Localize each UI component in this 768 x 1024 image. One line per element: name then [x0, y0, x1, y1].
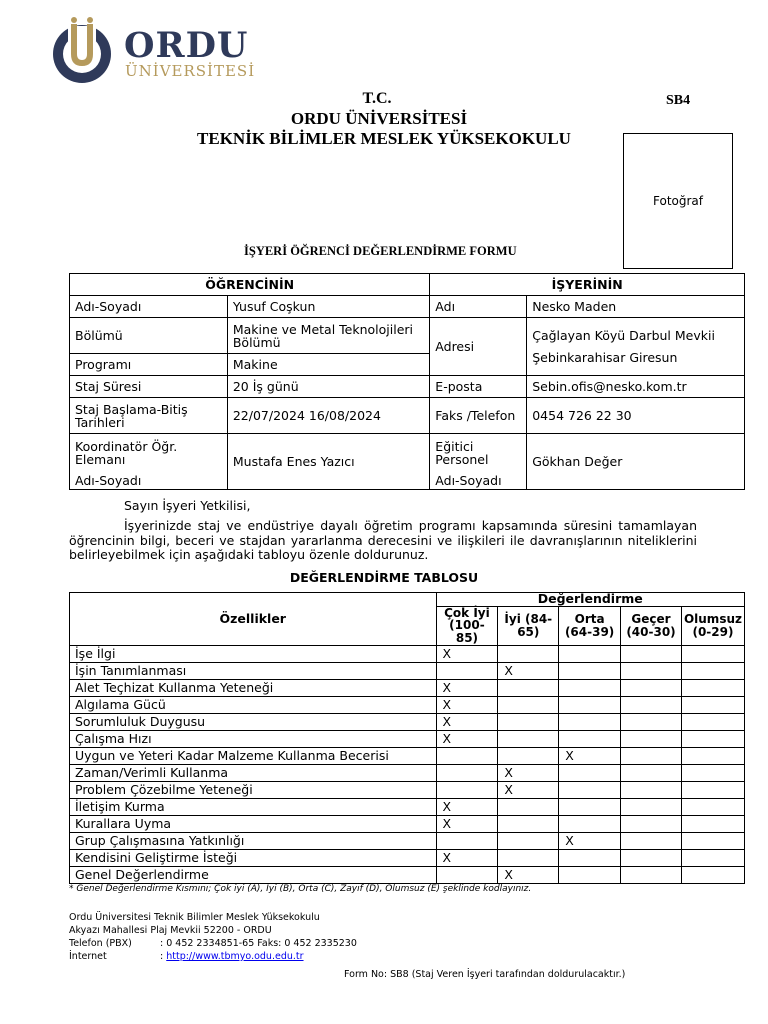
evaluation-row-label: Kendisini Geliştirme İsteği [70, 849, 437, 866]
evaluation-row [70, 798, 745, 815]
trainer-value: Gökhan Değer [527, 434, 745, 490]
letter-body: İşyerinizde staj ve endüstriye dayalı öğretim programı kapsamında süresini tamamlayan öğrencinin bilgi, beceri ve stajdan yararlanma derecesini ve ilişkileri ile davranışlarının niteliklerini belirleyebilmek için aşağıdaki tabloyu özenle doldurunuz. [69, 518, 697, 562]
internet-label: İnternet [69, 951, 107, 962]
evaluation-row-label: Kurallara Uyma [70, 815, 437, 832]
header-university: ORDU ÜNİVERSİTESİ [290, 109, 468, 128]
evaluation-mark-cell [498, 747, 559, 764]
evaluation-mark-cell: X [436, 730, 498, 747]
evaluation-mark-cell: X [559, 832, 621, 849]
evaluation-mark-cell [498, 730, 559, 747]
evaluation-row-label: Sorumluluk Duygusu [70, 713, 437, 730]
evaluation-mark-cell [559, 781, 621, 798]
trainer-label-1: Eğitici Personel [435, 439, 489, 467]
evaluation-mark-cell [681, 815, 744, 832]
evaluation-mark-cell [681, 730, 744, 747]
evaluation-row [70, 747, 745, 764]
evaluation-mark-cell [681, 679, 744, 696]
department-value: Makine ve Metal Teknolojileri Bölümü [227, 318, 429, 354]
employer-name-label: Adı [430, 296, 527, 318]
evaluation-mark-cell: X [498, 662, 559, 679]
features-header: Özellikler [70, 593, 437, 646]
evaluation-mark-cell [681, 662, 744, 679]
evaluation-mark-cell [498, 645, 559, 662]
email-label: E-posta [430, 376, 527, 398]
evaluation-mark-cell [559, 662, 621, 679]
evaluation-mark-cell [498, 815, 559, 832]
evaluation-row-label: Uygun ve Yeteri Kadar Malzeme Kullanma Becerisi [70, 747, 437, 764]
coordinator-label-2: Adı-Soyadı [75, 473, 142, 488]
header-tc: T.C. [362, 90, 392, 107]
student-header: ÖĞRENCİNİN [70, 274, 430, 296]
employer-header: İŞYERİNİN [430, 274, 745, 296]
email-value: Sebin.ofis@nesko.kom.tr [527, 376, 745, 398]
footer-internet [69, 950, 357, 963]
address-line-1: Çağlayan Köyü Darbul Mevkii [532, 327, 715, 343]
evaluation-mark-cell: X [436, 645, 498, 662]
evaluation-mark-cell [681, 764, 744, 781]
coordinator-label-1: Koordinatör Öğr. Elemanı [75, 439, 178, 467]
evaluation-mark-cell: X [436, 849, 498, 866]
evaluation-mark-cell [559, 645, 621, 662]
program-value: Makine [227, 354, 429, 376]
evaluation-mark-cell [681, 747, 744, 764]
evaluation-row-label: Problem Çözebilme Yeteneği [70, 781, 437, 798]
evaluation-mark-cell [681, 832, 744, 849]
evaluation-mark-cell [681, 696, 744, 713]
evaluation-mark-cell [621, 730, 682, 747]
evaluation-row [70, 713, 745, 730]
evaluation-mark-cell [498, 849, 559, 866]
form-number: Form No: SB8 (Staj Veren İşyeri tarafından doldurulacaktır.) [344, 969, 626, 980]
col-cok-iyi: Çok İyi (100-85) [436, 606, 498, 645]
evaluation-mark-cell [559, 798, 621, 815]
evaluation-mark-cell [498, 679, 559, 696]
header-school: TEKNİK BİLİMLER MESLEK YÜKSEKOKULU [197, 129, 571, 148]
trainer-label [430, 434, 527, 490]
evaluation-mark-cell [436, 832, 498, 849]
evaluation-mark-cell [681, 645, 744, 662]
internet-separator: : [160, 951, 167, 962]
duration-label: Staj Süresi [70, 376, 228, 398]
evaluation-mark-cell [621, 866, 682, 883]
col-orta: Orta (64-39) [559, 606, 621, 645]
evaluation-mark-cell [559, 713, 621, 730]
evaluation-mark-cell: X [436, 815, 498, 832]
department-label: Bölümü [70, 318, 228, 354]
evaluation-row-label: İşe İlgi [70, 645, 437, 662]
evaluation-row [70, 781, 745, 798]
evaluation-mark-cell [621, 849, 682, 866]
evaluation-mark-cell [621, 832, 682, 849]
form-title: İŞYERİ ÖĞRENCİ DEĞERLENDİRME FORMU [244, 244, 517, 258]
evaluation-mark-cell [621, 815, 682, 832]
evaluation-row [70, 866, 745, 883]
evaluation-row [70, 730, 745, 747]
evaluation-mark-cell: X [436, 713, 498, 730]
evaluation-mark-cell [559, 815, 621, 832]
evaluation-mark-cell [621, 713, 682, 730]
trainer-label-2: Adı-Soyadı [435, 473, 502, 488]
evaluation-mark-cell [559, 679, 621, 696]
evaluation-mark-cell [498, 832, 559, 849]
name-label: Adı-Soyadı [70, 296, 228, 318]
evaluation-row [70, 696, 745, 713]
evaluation-mark-cell: X [436, 679, 498, 696]
evaluation-row [70, 764, 745, 781]
footer-address [69, 911, 357, 963]
evaluation-mark-cell [681, 866, 744, 883]
evaluation-group-header: Değerlendirme [436, 593, 745, 607]
evaluation-mark-cell: X [498, 764, 559, 781]
evaluation-mark-cell [436, 781, 498, 798]
program-label: Programı [70, 354, 228, 376]
evaluation-row-label: Çalışma Hızı [70, 730, 437, 747]
coordinator-value: Mustafa Enes Yazıcı [227, 434, 429, 490]
form-code: SB4 [666, 93, 691, 108]
address-label: Adresi [430, 318, 527, 376]
employer-name-value: Nesko Maden [527, 296, 745, 318]
evaluation-mark-cell [621, 781, 682, 798]
evaluation-mark-cell [498, 696, 559, 713]
evaluation-row [70, 645, 745, 662]
photo-label: Fotoğraf [653, 194, 703, 208]
evaluation-mark-cell [621, 645, 682, 662]
evaluation-mark-cell: X [436, 798, 498, 815]
evaluation-row-label: Genel Değerlendirme [70, 866, 437, 883]
evaluation-mark-cell [621, 764, 682, 781]
col-gecer: Geçer (40-30) [621, 606, 682, 645]
evaluation-mark-cell [559, 730, 621, 747]
evaluation-row [70, 679, 745, 696]
evaluation-row [70, 662, 745, 679]
evaluation-mark-cell [621, 662, 682, 679]
evaluation-table [69, 592, 745, 884]
dates-value: 22/07/2024 16/08/2024 [227, 398, 429, 434]
fax-value: 0454 726 22 30 [527, 398, 745, 434]
dates-label: Staj Başlama-Bitiş Tarihleri [70, 398, 228, 434]
footer-line-2: Akyazı Mahallesi Plaj Mevkii 52200 - ORDU [69, 925, 272, 936]
duration-value: 20 İş günü [227, 376, 429, 398]
logo-title: ORDU [124, 25, 249, 66]
website-link[interactable]: http://www.tbmyo.odu.edu.tr [166, 951, 304, 962]
evaluation-row-label: Alet Teçhizat Kullanma Yeteneği [70, 679, 437, 696]
photo-box [623, 133, 733, 269]
evaluation-title: DEĞERLENDİRME TABLOSU [289, 570, 479, 585]
evaluation-mark-cell: X [559, 747, 621, 764]
address-value [527, 318, 745, 376]
evaluation-note: * Genel Değerlendirme Kısmını; Çok iyi (A), İyi (B), Orta (C), Zayıf (D), Olumsuz (E) şeklinde kodlayınız. [69, 884, 532, 894]
evaluation-row [70, 832, 745, 849]
name-value: Yusuf Coşkun [227, 296, 429, 318]
evaluation-mark-cell [436, 747, 498, 764]
evaluation-mark-cell [436, 662, 498, 679]
evaluation-mark-cell [559, 866, 621, 883]
evaluation-row-label: İletişim Kurma [70, 798, 437, 815]
evaluation-row-label: Grup Çalışmasına Yatkınlığı [70, 832, 437, 849]
evaluation-row-label: Algılama Gücü [70, 696, 437, 713]
evaluation-mark-cell [681, 781, 744, 798]
fax-label: Faks /Telefon [430, 398, 527, 434]
evaluation-mark-cell [559, 849, 621, 866]
evaluation-mark-cell [621, 747, 682, 764]
col-iyi: İyi (84-65) [498, 606, 559, 645]
footer-phone [69, 937, 357, 950]
footer-line-1: Ordu Üniversitesi Teknik Bilimler Meslek Yüksekokulu [69, 912, 320, 923]
evaluation-row-label: Zaman/Verimli Kullanma [70, 764, 437, 781]
evaluation-row [70, 815, 745, 832]
address-line-2: Şebinkarahisar Giresun [532, 349, 678, 365]
evaluation-mark-cell [621, 679, 682, 696]
evaluation-mark-cell [436, 866, 498, 883]
evaluation-mark-cell [621, 696, 682, 713]
evaluation-mark-cell [681, 849, 744, 866]
university-emblem-icon [52, 16, 114, 84]
evaluation-mark-cell [498, 713, 559, 730]
evaluation-mark-cell [621, 798, 682, 815]
evaluation-mark-cell [559, 764, 621, 781]
evaluation-mark-cell [681, 713, 744, 730]
coordinator-label [70, 434, 228, 490]
evaluation-mark-cell: X [498, 781, 559, 798]
letter-greeting: Sayın İşyeri Yetkilisi, [124, 498, 251, 513]
phone-label: Telefon (PBX) [69, 938, 132, 949]
evaluation-row-label: İşin Tanımlanması [70, 662, 437, 679]
evaluation-mark-cell [681, 798, 744, 815]
phone-value: : 0 452 2334851-65 Faks: 0 452 2335230 [160, 938, 357, 949]
evaluation-mark-cell: X [498, 866, 559, 883]
evaluation-row [70, 849, 745, 866]
student-employer-table [69, 273, 745, 490]
logo-subtitle: ÜNİVERSİTESİ [125, 62, 256, 80]
evaluation-mark-cell [498, 798, 559, 815]
evaluation-mark-cell: X [436, 696, 498, 713]
evaluation-mark-cell [436, 764, 498, 781]
evaluation-mark-cell [559, 696, 621, 713]
col-olumsuz: Olumsuz (0-29) [681, 606, 744, 645]
